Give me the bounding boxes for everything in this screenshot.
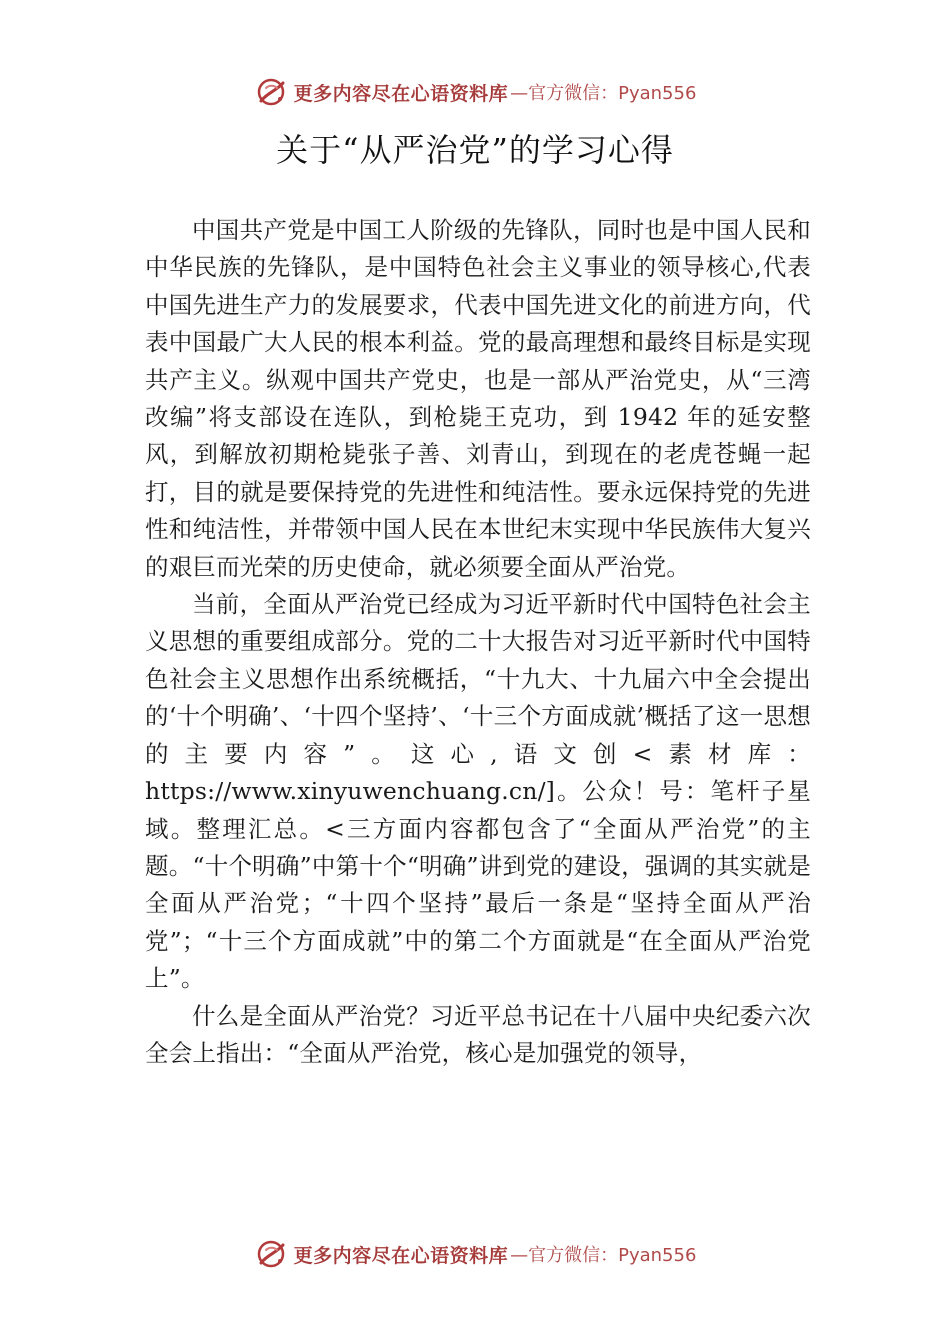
brand-logo-icon	[254, 75, 288, 109]
footer-wechat-text: —官方微信：Pyan556	[510, 1245, 697, 1266]
header-wechat-text: —官方微信：Pyan556	[510, 83, 697, 104]
footer-brand-text: 更多内容尽在心语资料库	[293, 1244, 509, 1267]
paragraph-1: 中国共产党是中国工人阶级的先锋队，同时也是中国人民和中华民族的先锋队，是中国特色社会主义事业的领导核心,代表中国先进生产力的发展要求，代表中国先进文化的前进方向，代表中国最广大人民的根本利益。党的最高理想和最终目标是实现共产主义。纵观中国共产党史，也是一部从严治党史，从“三湾改编”将支部设在连队，到枪毙王克功，到 1942 年的延安整风，到解放初期枪毙张子善、刘青山，到现在的老虎苍蝇一起打，目的就是要保持党的先进性和纯洁性。要永远保持党的先进性和纯洁性，并带领中国人民在本世纪末实现中华民族伟大复兴的艰巨而光荣的历史使命，就必须要全面从严治党。	[145, 216, 811, 581]
page-title: 关于“从严治党”的学习心得	[276, 131, 674, 169]
header-brand-text: 更多内容尽在心语资料库	[293, 82, 509, 105]
footer-watermark	[0, 1232, 950, 1276]
brand-logo-icon	[254, 1237, 288, 1271]
header-watermark	[0, 70, 950, 114]
paragraph-2: 当前，全面从严治党已经成为习近平新时代中国特色社会主义思想的重要组成部分。党的二十大报告对习近平新时代中国特色社会主义思想作出系统概括，“十九大、十九届六中全会提出的‘十个明确’、‘十四个坚持’、‘十三个方面成就’概括了这一思想的主要内容”。这心,语文创<素材库：https://www.xinyuwenchuang.cn/]。公众！号：笔杆子星域。整理汇总。<三方面内容都包含了“全面从严治党”的主题。“十个明确”中第十个“明确”讲到党的建设，强调的其实就是全面从严治党；“十四个坚持”最后一条是“坚持全面从严治党”；“十三个方面成就”中的第二个方面就是“在全面从严治党上”。	[145, 590, 811, 993]
document-body	[145, 212, 811, 1072]
paragraph-3: 什么是全面从严治党？习近平总书记在十八届中央纪委六次全会上指出：“全面从严治党，核心是加强党的领导，	[145, 1001, 811, 1067]
